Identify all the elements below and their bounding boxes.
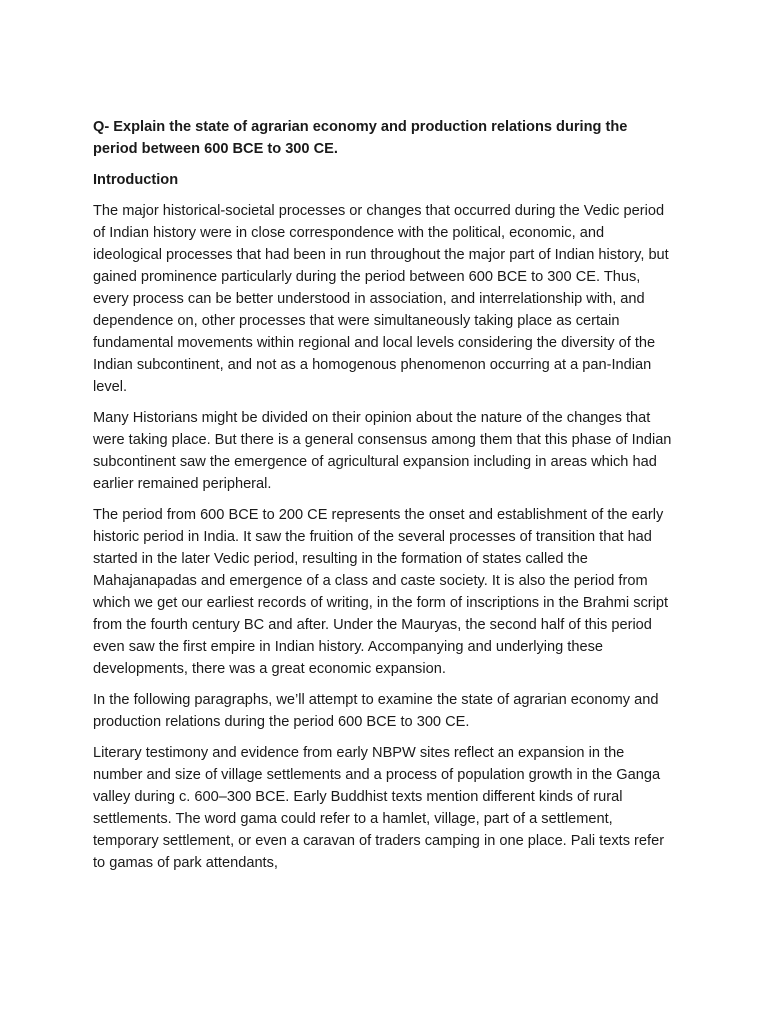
section-heading: Introduction bbox=[93, 172, 179, 188]
paragraph-4: In the following paragraphs, we’ll attempt to examine the state of agrarian economy and production relations during the period 600 BCE to 300 CE. bbox=[93, 692, 659, 730]
document-page bbox=[93, 116, 673, 883]
paragraph-1: The major historical-societal processes or changes that occurred during the Vedic period of Indian history were in close correspondence with the political, economic, and ideological processes that had been in run throughout the major part of Indian history, but gained prominence particularly during the period between 600 BCE to 300 CE. Thus, every process can be better understood in association, and interrelationship with, and dependence on, other processes that were simultaneously taking place as certain fundamental movements within regional and local levels considering the diversity of the Indian subcontinent, and not as a homogenous phenomenon occurring at a pan-Indian level. bbox=[93, 203, 669, 395]
paragraph-3: The period from 600 BCE to 200 CE represents the onset and establishment of the early historic period in India. It saw the fruition of the several processes of transition that had started in the later Vedic period, resulting in the formation of states called the Mahajanapadas and emergence of a class and caste society. It is also the period from which we get our earliest records of writing, in the form of inscriptions in the Brahmi script from the fourth century BC and after. Under the Mauryas, the second half of this period even saw the first empire in Indian history. Accompanying and underlying these developments, there was a great economic expansion. bbox=[93, 507, 669, 677]
paragraph-5: Literary testimony and evidence from early NBPW sites reflect an expansion in the number and size of village settlements and a process of population growth in the Ganga valley during c. 600–300 BCE. Early Buddhist texts mention different kinds of rural settlements. The word gama could refer to a hamlet, village, part of a settlement, temporary settlement, or even a caravan of traders camping in one place. Pali texts refer to gamas of park attendants, bbox=[93, 745, 665, 871]
question-text: Q- Explain the state of agrarian economy and production relations during the period between 600 BCE to 300 CE. bbox=[93, 119, 628, 157]
paragraph-2: Many Historians might be divided on their opinion about the nature of the changes that were taking place. But there is a general consensus among them that this phase of Indian subcontinent saw the emergence of agricultural expansion including in areas which had earlier remained peripheral. bbox=[93, 410, 672, 492]
